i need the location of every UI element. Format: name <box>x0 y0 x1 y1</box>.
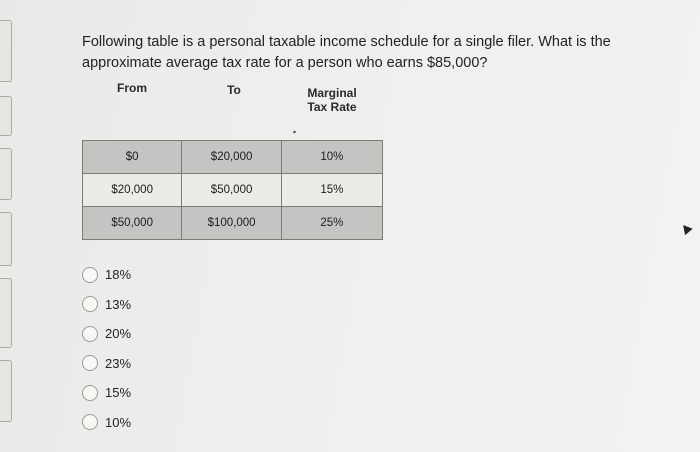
cell-rate: 25% <box>281 207 382 240</box>
answer-option[interactable] <box>82 408 131 438</box>
radio-button[interactable] <box>82 414 98 430</box>
cell-from: $50,000 <box>83 207 182 240</box>
answer-option[interactable] <box>82 260 131 290</box>
cell-to: $50,000 <box>182 174 281 207</box>
answer-option[interactable] <box>82 290 131 320</box>
option-label: 13% <box>105 296 132 312</box>
cell-to: $100,000 <box>182 207 281 240</box>
answer-option[interactable] <box>82 378 131 408</box>
answer-options <box>82 260 131 437</box>
option-label: 23% <box>105 355 132 371</box>
left-edge-segment <box>0 360 12 422</box>
left-page-edge <box>0 0 14 452</box>
stray-mark <box>293 130 297 133</box>
option-label: 10% <box>105 414 132 430</box>
question-text: Following table is a personal taxable income schedule for a single filer. What is the approximate average tax rate for a person who earns $85,000? <box>82 34 611 71</box>
column-header-to: To <box>227 83 241 97</box>
table-row <box>83 207 383 240</box>
mouse-cursor-icon <box>679 222 692 235</box>
table-row <box>83 174 383 207</box>
left-edge-segment <box>0 96 12 136</box>
answer-option[interactable] <box>82 319 131 349</box>
cell-rate: 15% <box>281 174 382 207</box>
option-label: 18% <box>105 267 132 283</box>
option-label: 20% <box>105 326 132 342</box>
cell-from: $0 <box>83 141 182 174</box>
table-row <box>83 141 383 174</box>
column-header-from: From <box>117 81 147 95</box>
cell-from: $20,000 <box>83 174 182 207</box>
radio-button[interactable] <box>82 267 98 283</box>
column-header-marginal-tax-rate <box>296 86 368 114</box>
radio-button[interactable] <box>82 355 98 371</box>
radio-button[interactable] <box>82 385 98 401</box>
left-edge-segment <box>0 278 12 348</box>
answer-option[interactable] <box>82 349 131 379</box>
cell-to: $20,000 <box>182 141 281 174</box>
left-edge-segment <box>0 148 12 200</box>
cell-rate: 10% <box>281 141 382 174</box>
column-header-rate-line2: Tax Rate <box>307 100 357 114</box>
left-edge-segment <box>0 212 12 266</box>
tax-schedule-table <box>82 140 383 240</box>
radio-button[interactable] <box>82 296 98 312</box>
column-header-rate-line1: Marginal <box>307 86 357 100</box>
option-label: 15% <box>105 385 132 401</box>
left-edge-segment <box>0 20 12 82</box>
radio-button[interactable] <box>82 326 98 342</box>
